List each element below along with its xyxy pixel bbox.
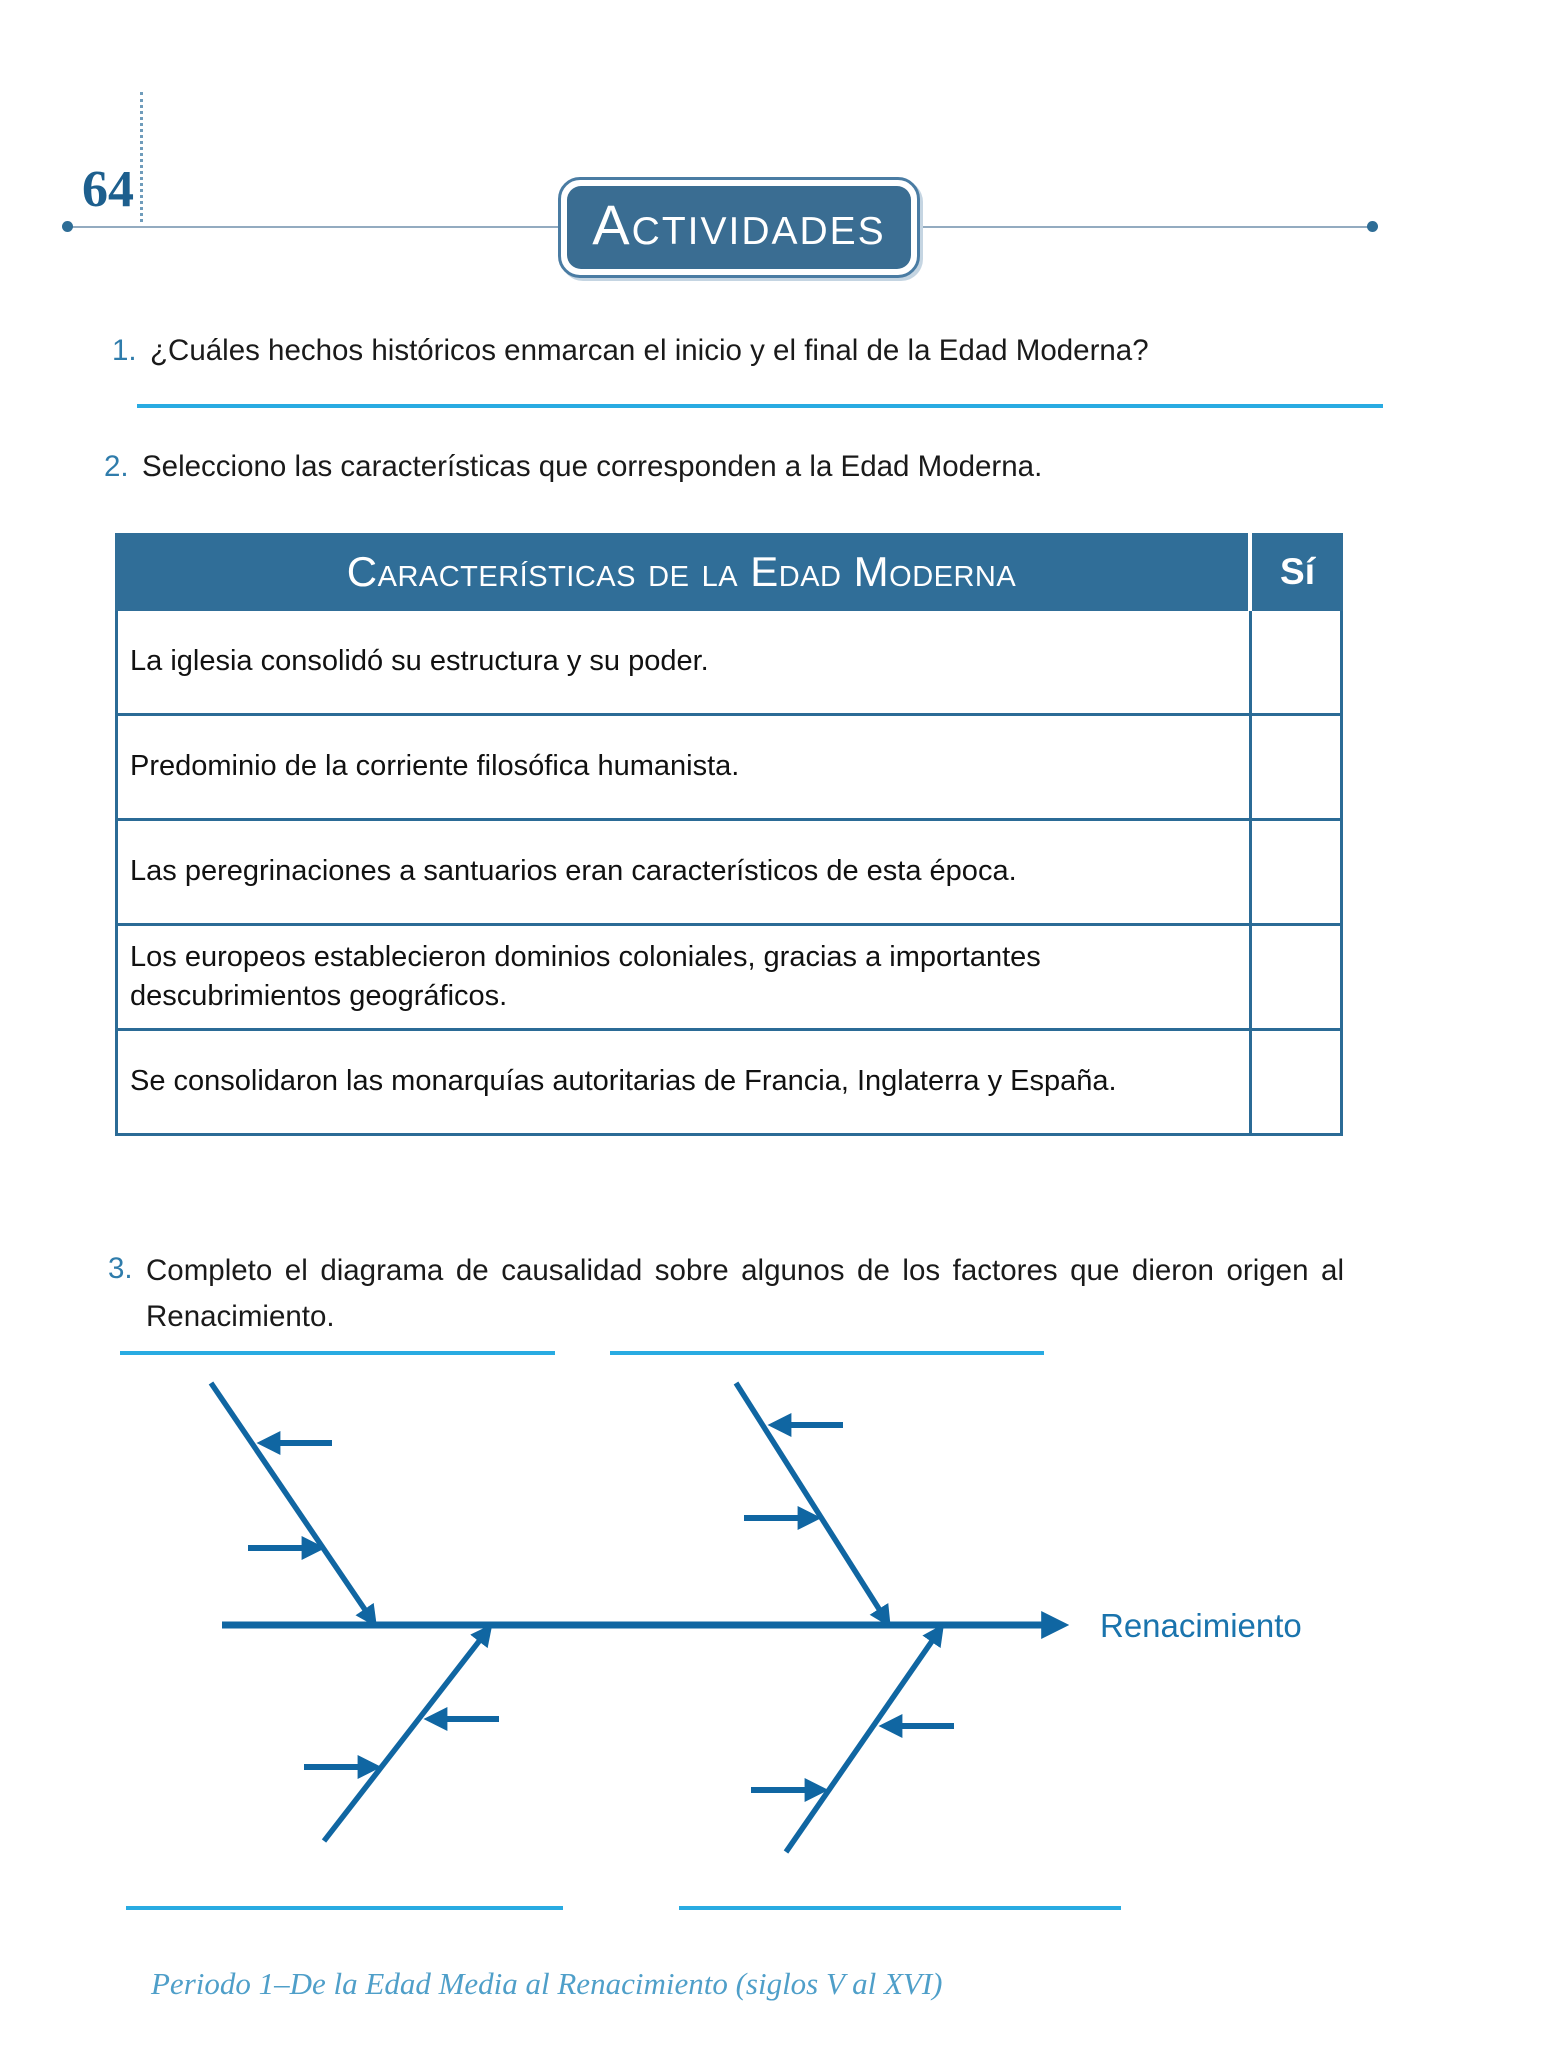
- question-1-answer-line[interactable]: [137, 404, 1383, 408]
- header-rule-right-dot: [1367, 221, 1378, 232]
- yes-checkbox-cell[interactable]: [1252, 1031, 1340, 1133]
- causality-fishbone-diagram: [0, 1340, 1564, 1940]
- question-3-text: Completo el diagrama de causalidad sobre algunos de los factores que dieron origen al Renacimiento.: [146, 1254, 1344, 1333]
- question-3: [108, 1248, 1344, 1339]
- question-2-text: Selecciono las características que corresponden a la Edad Moderna.: [142, 450, 1043, 483]
- activities-badge-title: Actividades: [567, 186, 911, 269]
- table-title: Características de la Edad Moderna: [115, 533, 1252, 611]
- question-1-text: ¿Cuáles hechos históricos enmarcan el inicio y el final de la Edad Moderna?: [150, 334, 1149, 367]
- table-row: [115, 926, 1343, 1031]
- question-1-number: 1.: [112, 334, 137, 367]
- characteristic-text: Las peregrinaciones a santuarios eran característicos de esta época.: [118, 821, 1252, 923]
- cause-branch-bottom-right: [786, 1631, 939, 1852]
- cause-branch-top-left: [211, 1383, 372, 1620]
- table-row: [115, 821, 1343, 926]
- activities-badge: [558, 177, 920, 278]
- characteristics-table: [115, 533, 1343, 1136]
- table-row: [115, 1031, 1343, 1136]
- characteristic-text: Se consolidaron las monarquías autoritarias de Francia, Inglaterra y España.: [118, 1031, 1252, 1133]
- characteristic-text: Los europeos establecieron dominios coloniales, gracias a importantes descubrimientos geográficos.: [118, 926, 1252, 1028]
- header-rule-left-dot: [62, 221, 73, 232]
- yes-checkbox-cell[interactable]: [1252, 716, 1340, 818]
- diagram-result-label: Renacimiento: [1100, 1607, 1302, 1644]
- table-row: [115, 611, 1343, 716]
- yes-checkbox-cell[interactable]: [1252, 926, 1340, 1028]
- characteristic-text: Predominio de la corriente filosófica humanista.: [118, 716, 1252, 818]
- question-2: [104, 446, 1042, 489]
- question-2-number: 2.: [104, 450, 129, 483]
- page-number: 64: [82, 161, 134, 218]
- characteristic-text: La iglesia consolidó su estructura y su poder.: [118, 611, 1252, 713]
- page-number-dotted-divider: [140, 92, 143, 222]
- table-row: [115, 716, 1343, 821]
- cause-branch-bottom-left: [324, 1631, 487, 1841]
- footer-unit-title: Periodo 1–De la Edad Media al Renacimiento (siglos V al XVI): [151, 1966, 943, 2001]
- question-1: [112, 330, 1149, 373]
- question-3-number: 3.: [108, 1252, 133, 1285]
- yes-checkbox-cell[interactable]: [1252, 821, 1340, 923]
- cause-branch-top-right: [736, 1383, 886, 1620]
- table-yes-column-header: Sí: [1280, 551, 1315, 592]
- yes-checkbox-cell[interactable]: [1252, 611, 1340, 713]
- table-header-row: [115, 533, 1343, 611]
